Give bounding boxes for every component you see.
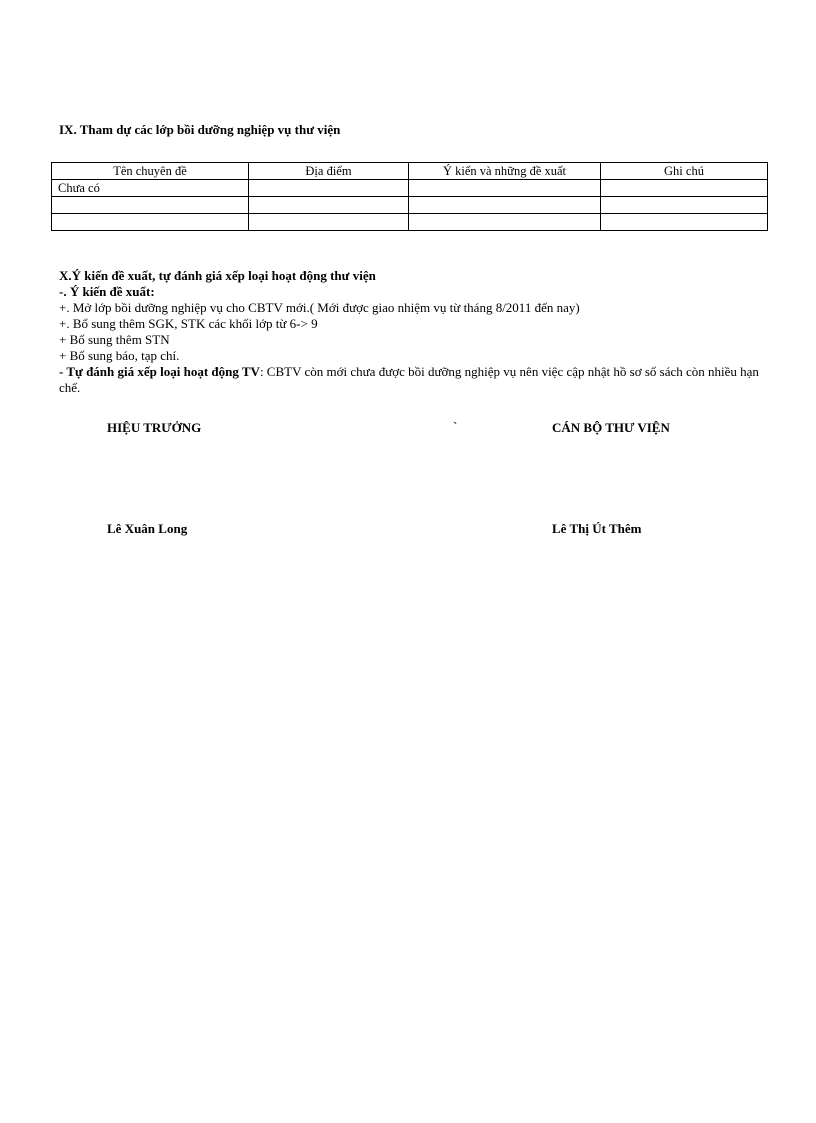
- table-cell: [52, 197, 249, 214]
- table-cell: [601, 180, 768, 197]
- librarian-title: CÁN BỘ THƯ VIỆN: [552, 420, 670, 435]
- table-cell: Chưa có: [52, 180, 249, 197]
- principal-title: HIỆU TRƯỞNG: [107, 420, 202, 435]
- self-eval-label: - Tự đánh giá xếp loại hoạt động TV: [59, 364, 260, 379]
- proposal-item: +. Mở lớp bồi dưỡng nghiệp vụ cho CBTV mới.( Mới được giao nhiệm vụ từ tháng 8/2011 đến nay): [59, 300, 580, 315]
- table-row: [52, 197, 768, 214]
- col-header-location: Địa điểm: [249, 163, 409, 180]
- col-header-topic: Tên chuyên đề: [52, 163, 249, 180]
- principal-name: Lê Xuân Long: [107, 521, 188, 536]
- proposal-item: +. Bổ sung thêm SGK, STK các khối lớp từ 6-> 9: [59, 316, 318, 331]
- col-header-opinions: Ý kiến và những đề xuất: [409, 163, 601, 180]
- table-cell: [409, 214, 601, 231]
- section-x-heading: X.Ý kiến đề xuất, tự đánh giá xếp loại hoạt động thư viện: [59, 268, 376, 283]
- table-cell: [52, 214, 249, 231]
- self-evaluation: [59, 364, 769, 396]
- proposal-item: + Bổ sung thêm STN: [59, 332, 170, 347]
- table-row: [52, 214, 768, 231]
- table-cell: [409, 180, 601, 197]
- table-header-row: [52, 163, 768, 180]
- table-cell: [249, 180, 409, 197]
- table-cell: [601, 197, 768, 214]
- stray-mark: `: [453, 419, 458, 434]
- table-cell: [409, 197, 601, 214]
- librarian-name: Lê Thị Út Thêm: [552, 521, 642, 536]
- table-row: [52, 180, 768, 197]
- col-header-notes: Ghi chú: [601, 163, 768, 180]
- table-cell: [249, 214, 409, 231]
- section-x: [59, 268, 769, 396]
- self-eval-text: : CBTV còn mới chưa được bồi dưỡng nghiệp vụ nên việc cập nhật hồ sơ sổ sách còn nhiều hạn chế.: [59, 364, 759, 395]
- proposal-item: + Bổ sung báo, tạp chí.: [59, 348, 180, 363]
- section-ix-heading: IX. Tham dự các lớp bồi dưỡng nghiệp vụ thư viện: [59, 122, 341, 137]
- training-table: [51, 162, 768, 231]
- table-cell: [601, 214, 768, 231]
- proposal-label: -. Ý kiến đề xuất:: [59, 284, 155, 299]
- table-cell: [249, 197, 409, 214]
